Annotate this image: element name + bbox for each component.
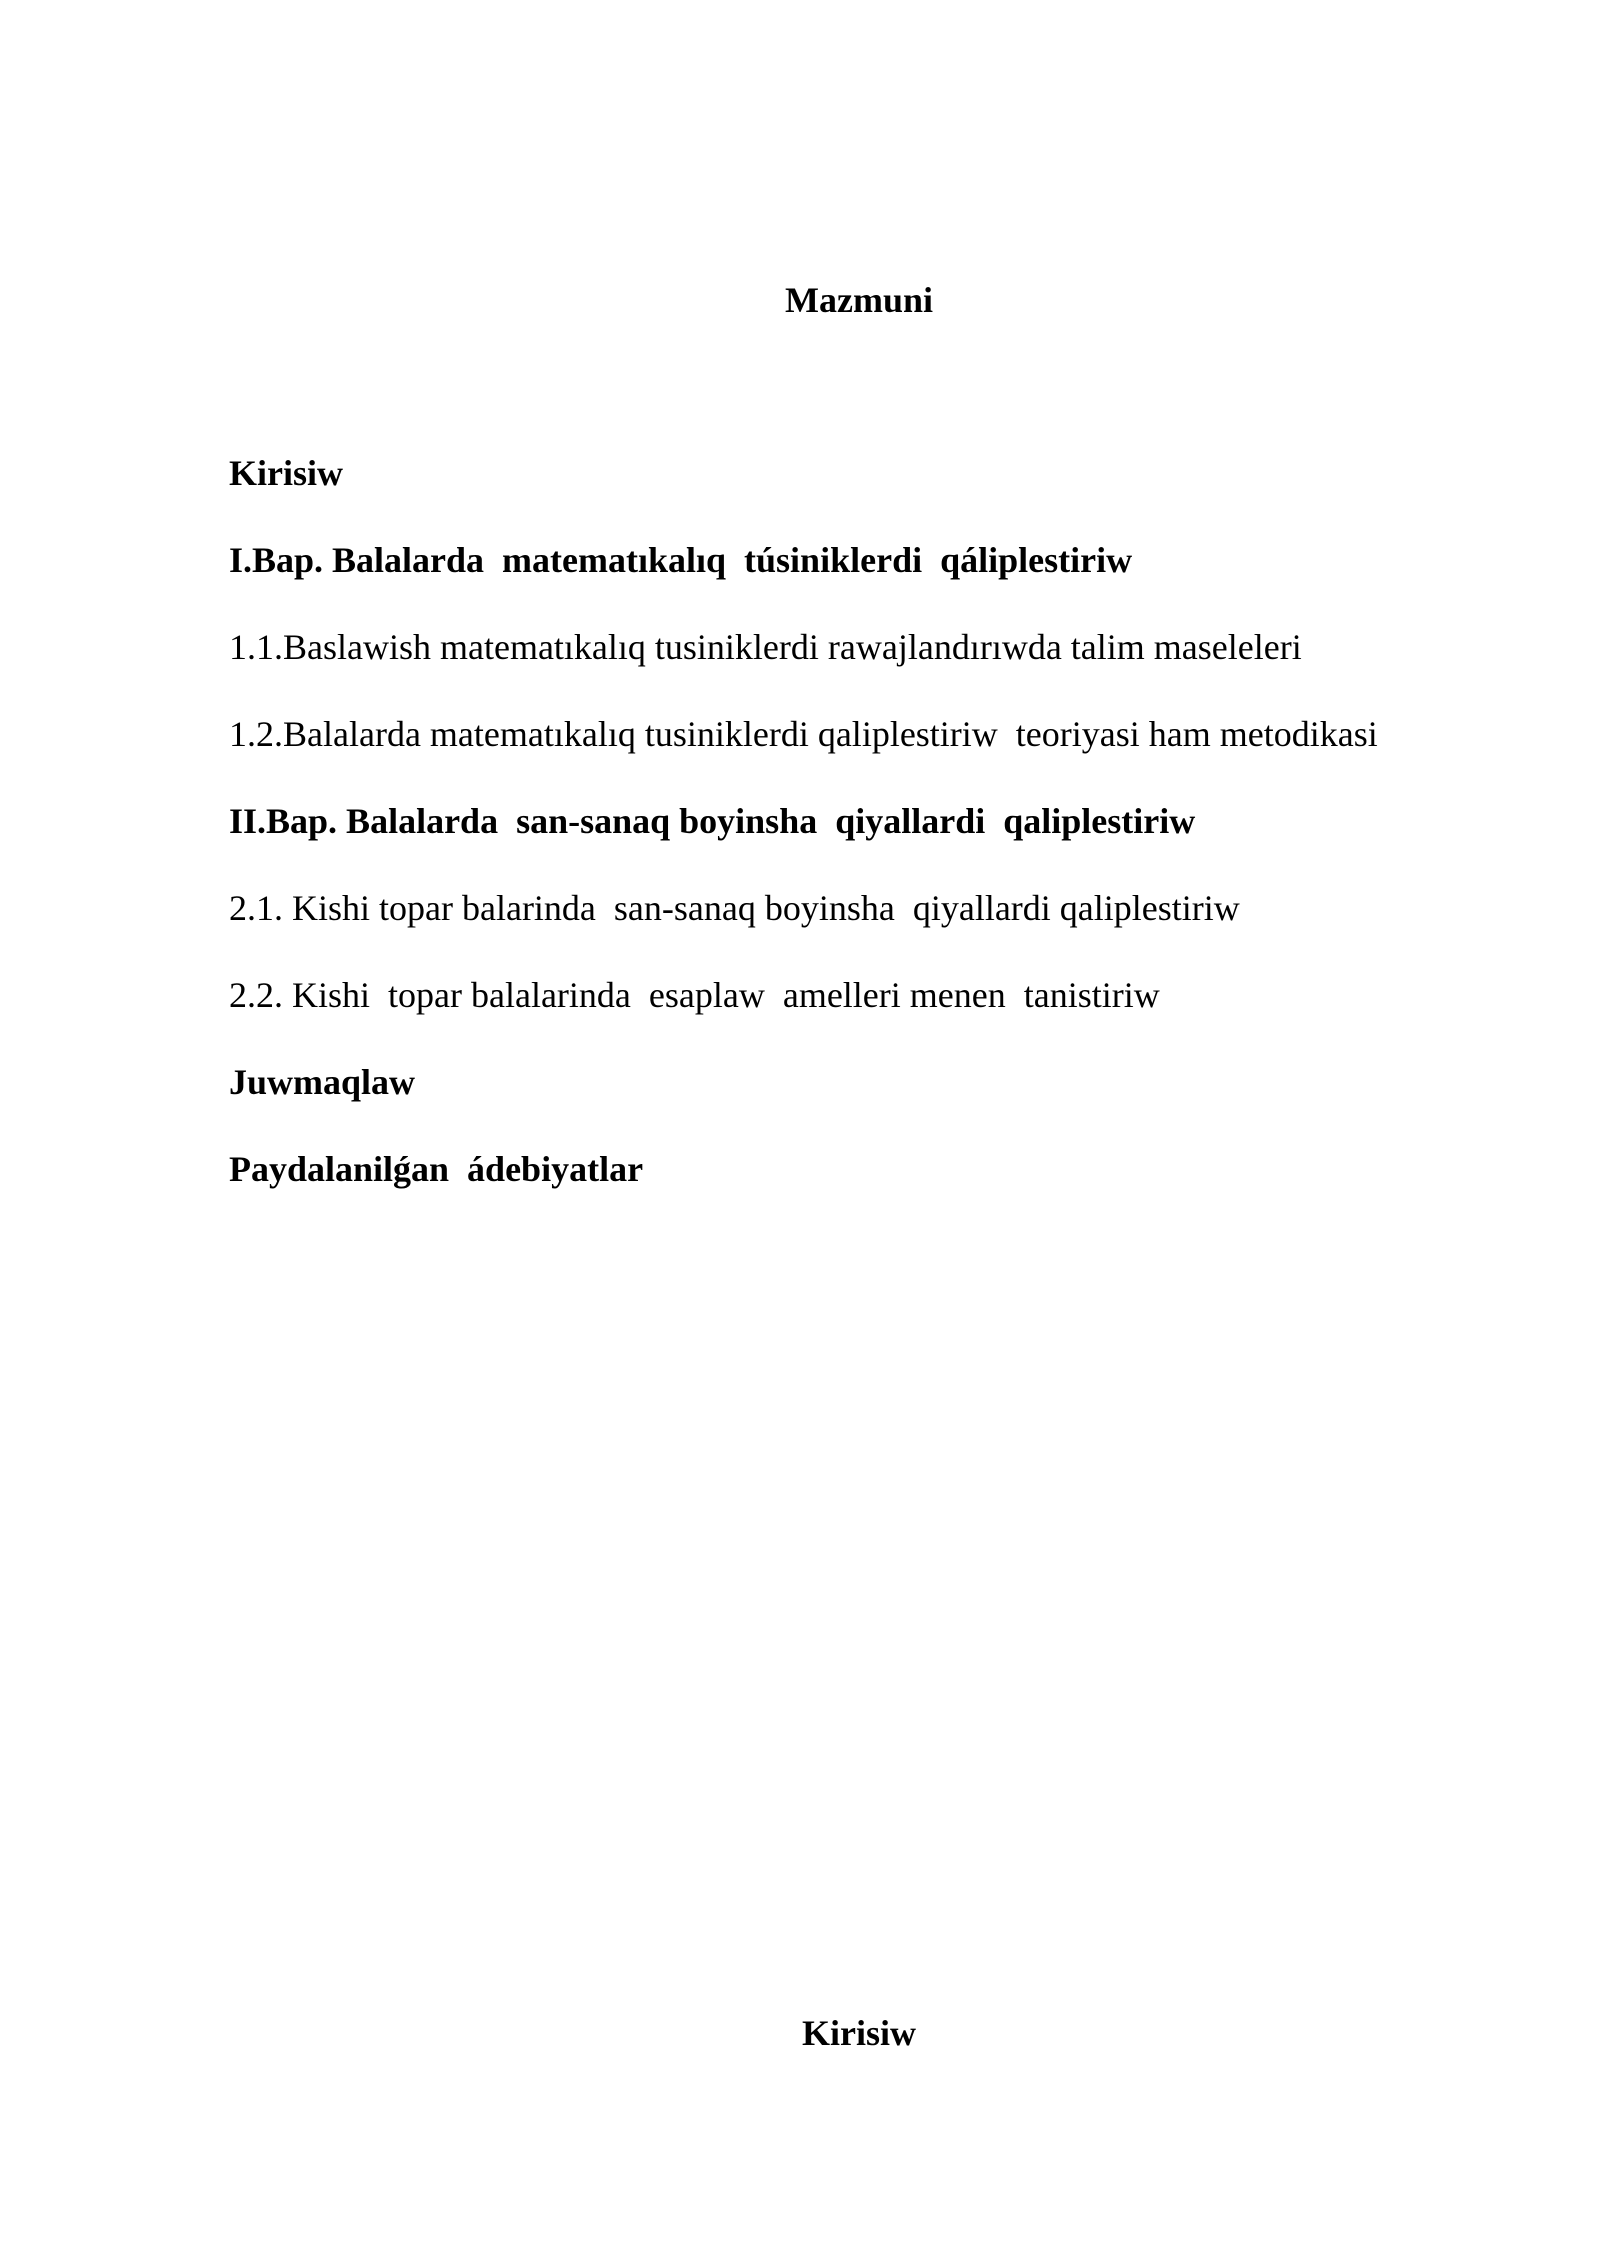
toc-item-chapter-1: I.Bap. Balalarda matematıkalıq túsiniklerdi qáliplestiriw [229,540,1133,580]
toc-item-section-2-2: 2.2. Kishi topar balalarinda esaplaw amelleri menen tanistiriw [229,975,1160,1015]
toc-item-section-2-1: 2.1. Kishi topar balarinda san-sanaq boyinsha qiyallardi qaliplestiriw [229,888,1240,928]
toc-item-chapter-2: II.Bap. Balalarda san-sanaq boyinsha qiyallardi qaliplestiriw [229,801,1196,841]
toc-item-conclusion: Juwmaqlaw [229,1062,416,1102]
toc-item-section-1-2: 1.2.Balalarda matematıkalıq tusiniklerdi qaliplestiriw teoriyasi ham metodikasi [229,714,1378,754]
table-of-contents [229,451,1529,1234]
section-heading: Kirisiw [802,2013,916,2053]
page-title: Mazmuni [785,280,933,320]
toc-item-references: Paydalanilǵan ádebiyatlar [229,1149,644,1189]
toc-item-section-1-1: 1.1.Baslawish matematıkalıq tusiniklerdi rawajlandırıwda talim maseleleri [229,627,1302,667]
toc-item-kirisiw: Kirisiw [229,453,343,493]
